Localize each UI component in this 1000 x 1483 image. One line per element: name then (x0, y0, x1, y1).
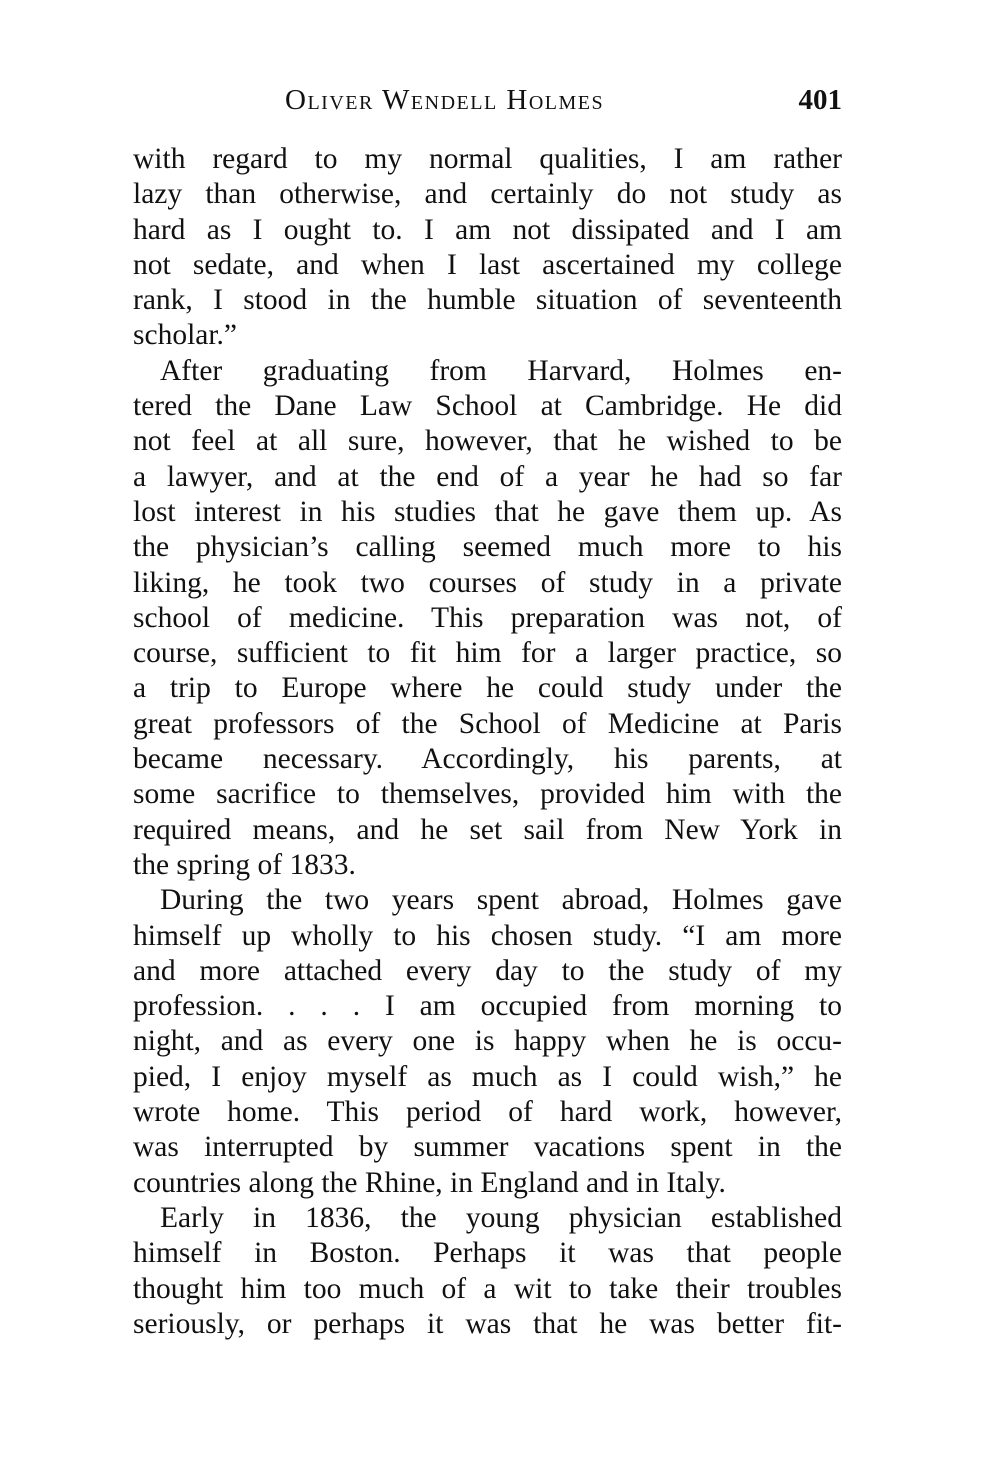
text-line: some sacrifice to themselves, provided him with the (133, 778, 842, 811)
text-line: became necessary. Accordingly, his parents, at (133, 743, 842, 776)
text-line: lazy than otherwise, and certainly do not study as (133, 178, 842, 211)
text-line: school of medicine. This preparation was not, of (133, 601, 842, 634)
page-number: 401 (798, 84, 842, 116)
text-line: Early in 1836, the young physician established (160, 1201, 842, 1234)
text-line: hard as I ought to. I am not dissipated and I am (133, 213, 842, 246)
text-line: countries along the Rhine, in England and in Italy. (133, 1166, 726, 1199)
text-line: the spring of 1833. (133, 848, 356, 881)
text-line: the physician’s calling seemed much more to his (133, 531, 842, 564)
text-line: not feel at all sure, however, that he wished to be (133, 425, 842, 458)
text-line: rank, I stood in the humble situation of seventeenth (133, 284, 842, 317)
text-line: During the two years spent abroad, Holmes gave (160, 884, 842, 917)
text-line: a trip to Europe where he could study under the (133, 672, 842, 705)
text-line: profession. . . . I am occupied from morning to (133, 990, 842, 1023)
text-line: was interrupted by summer vacations spent in the (133, 1131, 842, 1164)
running-title: Oliver Wendell Holmes (285, 84, 605, 116)
text-line: a lawyer, and at the end of a year he had so far (133, 460, 842, 493)
text-line: night, and as every one is happy when he is occu- (133, 1025, 842, 1058)
text-line: liking, he took two courses of study in a private (133, 566, 842, 599)
page-header (133, 84, 842, 124)
text-line: himself up wholly to his chosen study. “I am more (133, 919, 842, 952)
text-line: seriously, or perhaps it was that he was better fit- (133, 1307, 842, 1340)
paragraph (133, 1201, 842, 1342)
text-line: with regard to my normal qualities, I am rather (133, 143, 842, 175)
text-line: pied, I enjoy myself as much as I could wish,” he (133, 1060, 842, 1093)
text-line: wrote home. This period of hard work, however, (133, 1096, 842, 1129)
text-line: lost interest in his studies that he gave them up. As (133, 495, 842, 528)
text-line: himself in Boston. Perhaps it was that people (133, 1237, 842, 1270)
body-text (133, 142, 842, 1342)
paragraph (133, 354, 842, 883)
text-line: and more attached every day to the study of my (133, 954, 842, 987)
paragraph (133, 883, 842, 1201)
text-line: scholar.” (133, 319, 238, 352)
text-line: tered the Dane Law School at Cambridge. He did (133, 390, 842, 423)
text-line: course, sufficient to fit him for a larger practice, so (133, 637, 842, 670)
text-line: not sedate, and when I last ascertained my college (133, 248, 842, 281)
text-line: great professors of the School of Medicine at Paris (133, 707, 842, 740)
text-line: thought him too much of a wit to take their troubles (133, 1272, 842, 1305)
paragraph (133, 142, 842, 354)
text-line: After graduating from Harvard, Holmes en- (160, 354, 842, 387)
text-line: required means, and he set sail from New York in (133, 813, 842, 846)
